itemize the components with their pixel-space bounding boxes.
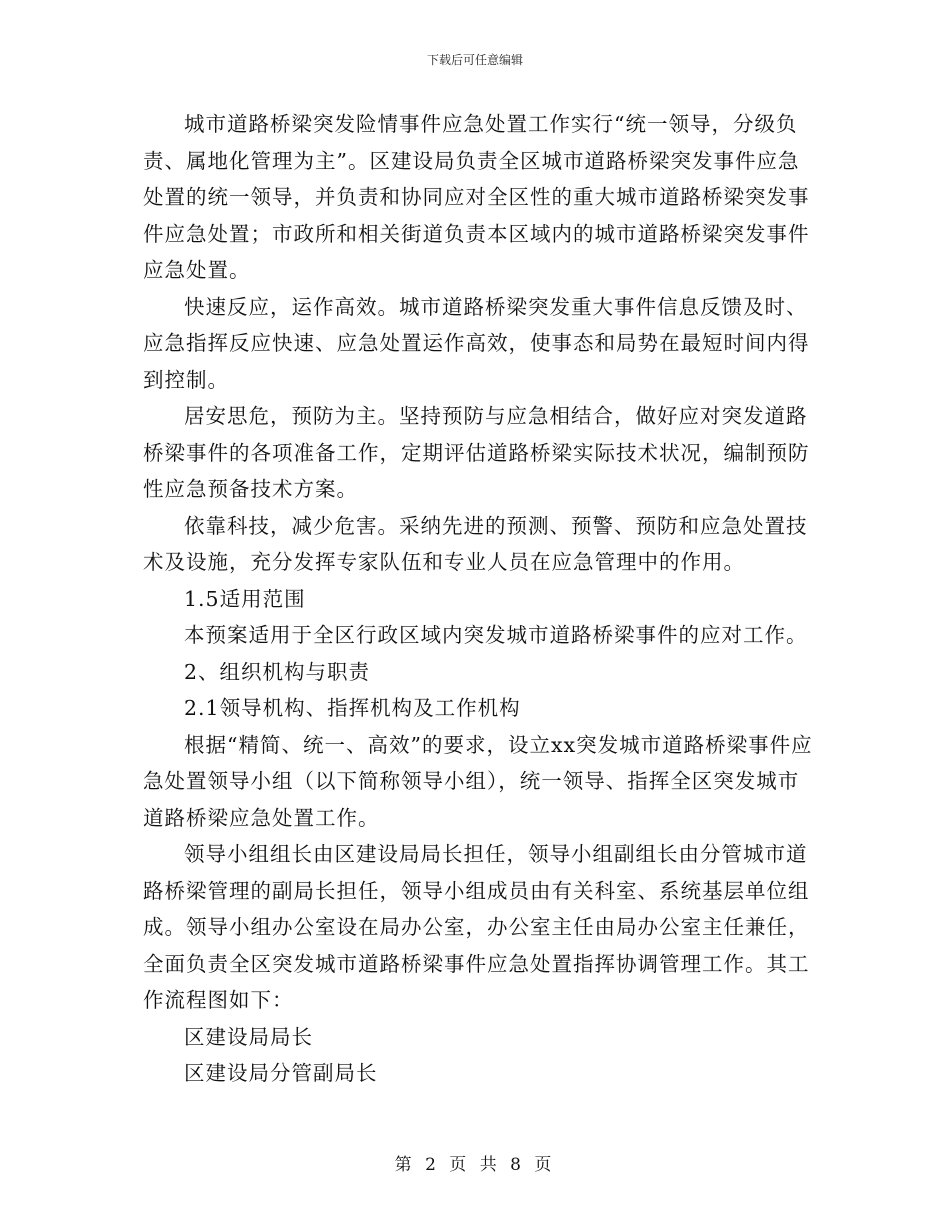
paragraph-scope: 本预案适用于全区行政区域内突发城市道路桥梁事件的应对工作。 bbox=[184, 623, 808, 647]
flow-item-bureau-director: 区建设局局长 bbox=[184, 1024, 313, 1049]
paragraph-leading-group: 根据“精简、统一、高效”的要求，设立xx突发城市道路桥梁事件应急处置领导小组（以下简称领导小组），统一领导、指挥全区突发城市道路桥梁应急处置工作。 bbox=[143, 732, 813, 830]
flow-item-deputy-director: 区建设局分管副局长 bbox=[184, 1061, 378, 1085]
section-heading-organization: 2、组织机构与职责 bbox=[184, 659, 371, 684]
page-header-note: 下载后可任意编辑 bbox=[426, 53, 523, 67]
paragraph-principle-unified-leadership: 城市道路桥梁突发险情事件应急处置工作实行“统一领导，分级负责、属地化管理为主”。区建设局负责全区城市道路桥梁突发事件应急处置的统一领导，并负责和协同应对全区性的重大城市道路桥梁突发事件应急处置；市政所和相关街道负责本区域内的城市道路桥梁突发事件应急处置。 bbox=[143, 112, 810, 282]
section-heading-scope: 1.5适用范围 bbox=[184, 586, 306, 611]
page-number: 第 2 页 共 8 页 bbox=[394, 1155, 556, 1175]
paragraph-principle-prevention: 居安思危，预防为主。坚持预防与应急相结合，做好应对突发道路桥梁事件的各项准备工作，定期评估道路桥梁实际技术状况，编制预防性应急预备技术方案。 bbox=[143, 404, 810, 501]
document-body bbox=[143, 106, 813, 1092]
paragraph-principle-technology: 依靠科技，减少危害。采纳先进的预测、预警、预防和应急处置技术及设施，充分发挥专家队伍和专业人员在应急管理中的作用。 bbox=[143, 513, 808, 574]
paragraph-group-composition: 领导小组组长由区建设局局长担任，领导小组副组长由分管城市道路桥梁管理的副局长担任，领导小组成员由有关科室、系统基层单位组成。领导小组办公室设在局办公室，办公室主任由局办公室主任兼任，全面负责全区突发城市道路桥梁事件应急处置指挥协调管理工作。其工作流程图如下： bbox=[143, 842, 810, 1012]
paragraph-principle-rapid-response: 快速反应，运作高效。城市道路桥梁突发重大事件信息反馈及时、应急指挥反应快速、应急处置运作高效，使事态和局势在最短时间内得到控制。 bbox=[143, 294, 810, 392]
section-heading-leadership-bodies: 2.1领导机构、指挥机构及工作机构 bbox=[184, 696, 521, 720]
